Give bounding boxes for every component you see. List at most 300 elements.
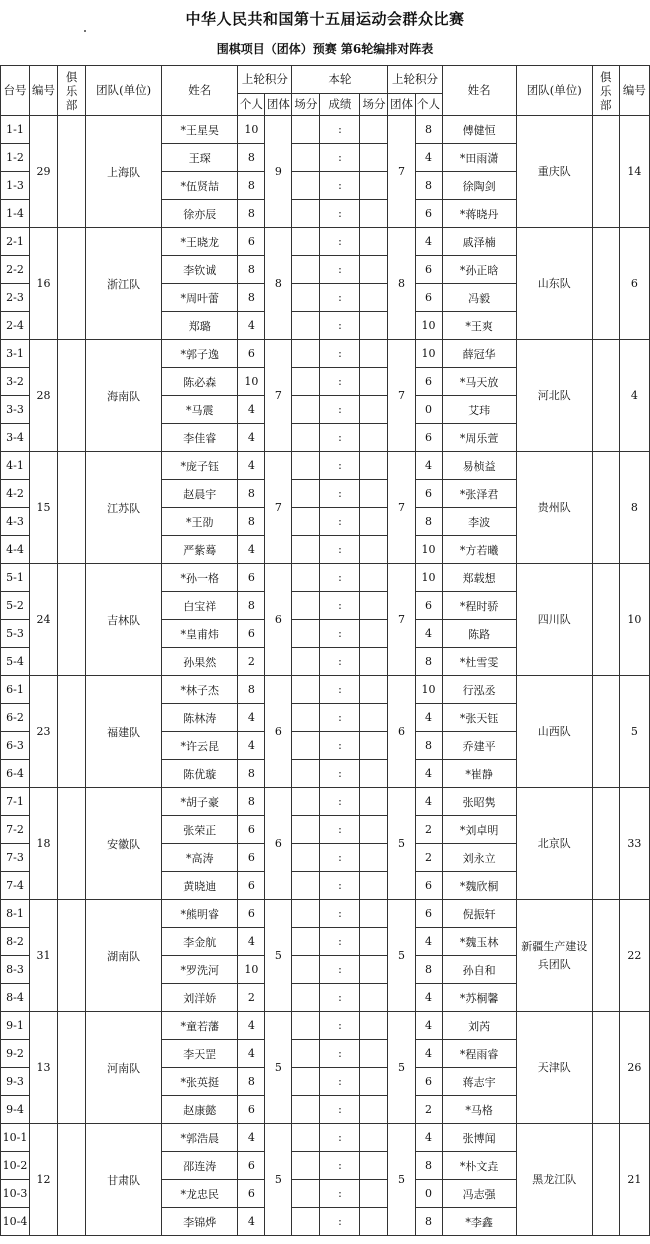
right-match-score [360, 312, 388, 340]
board-result: : [320, 676, 360, 704]
board-number: 9-4 [1, 1096, 30, 1124]
right-team-points: 7 [388, 564, 415, 676]
board-result: : [320, 1012, 360, 1040]
right-club [592, 676, 619, 788]
left-match-score [292, 424, 320, 452]
board-result: : [320, 424, 360, 452]
right-team-name-label: 河北队 [537, 388, 571, 402]
right-team-name-label: 四川队 [537, 612, 571, 626]
left-club [58, 1124, 86, 1236]
board-result: : [320, 1124, 360, 1152]
left-player-name: 孙果然 [162, 648, 238, 676]
right-club [592, 228, 619, 340]
left-individual-points: 8 [238, 676, 265, 704]
board-number: 9-3 [1, 1068, 30, 1096]
left-club [58, 788, 86, 900]
right-team-number: 8 [619, 452, 649, 564]
left-team-number: 13 [30, 1012, 58, 1124]
left-individual-points: 6 [238, 564, 265, 592]
left-team-points: 6 [265, 564, 292, 676]
left-individual-points: 4 [238, 312, 265, 340]
header-num-left: 编号 [30, 66, 58, 116]
right-match-score [360, 760, 388, 788]
left-player-name: 李锦烨 [162, 1208, 238, 1236]
board-number: 4-2 [1, 480, 30, 508]
left-team-name: 江苏队 [86, 452, 162, 564]
right-player-name: *杜雪雯 [442, 648, 516, 676]
header-board: 台号 [1, 66, 30, 116]
board-number: 7-4 [1, 872, 30, 900]
right-player-name: 行泓丞 [442, 676, 516, 704]
left-individual-points: 2 [238, 648, 265, 676]
right-match-score [360, 816, 388, 844]
left-individual-points: 8 [238, 788, 265, 816]
right-player-name: *张泽君 [442, 480, 516, 508]
left-match-score [292, 536, 320, 564]
left-individual-points: 4 [238, 536, 265, 564]
board-result: : [320, 620, 360, 648]
right-match-score [360, 452, 388, 480]
right-player-name: 易桢益 [442, 452, 516, 480]
right-individual-points: 8 [415, 1152, 442, 1180]
board-number: 4-4 [1, 536, 30, 564]
right-team-name [516, 564, 592, 676]
left-individual-points: 8 [238, 760, 265, 788]
right-team-points: 5 [388, 1124, 415, 1236]
board-number: 5-2 [1, 592, 30, 620]
board-number: 10-3 [1, 1180, 30, 1208]
right-player-name: *田雨潇 [442, 144, 516, 172]
board-result: : [320, 144, 360, 172]
left-individual-points: 4 [238, 928, 265, 956]
board-number: 1-3 [1, 172, 30, 200]
right-team-points: 8 [388, 228, 415, 340]
table-row [1, 1124, 650, 1152]
left-match-score [292, 928, 320, 956]
pairing-table [0, 65, 650, 1236]
right-player-name: 薛冠华 [442, 340, 516, 368]
board-result: : [320, 200, 360, 228]
right-individual-points: 0 [415, 1180, 442, 1208]
right-individual-points: 10 [415, 676, 442, 704]
left-match-score [292, 340, 320, 368]
left-individual-points: 4 [238, 424, 265, 452]
header-club-left [58, 66, 86, 116]
right-individual-points: 2 [415, 816, 442, 844]
left-team-number: 23 [30, 676, 58, 788]
left-club [58, 340, 86, 452]
right-team-name [516, 228, 592, 340]
right-player-name: 孙自和 [442, 956, 516, 984]
left-player-name: *皇甫炜 [162, 620, 238, 648]
right-individual-points: 2 [415, 844, 442, 872]
left-match-score [292, 592, 320, 620]
right-individual-points: 8 [415, 956, 442, 984]
left-match-score [292, 1040, 320, 1068]
left-club [58, 900, 86, 1012]
right-team-name-label: 山西队 [537, 724, 571, 738]
right-match-score [360, 368, 388, 396]
right-club [592, 900, 619, 1012]
left-individual-points: 10 [238, 956, 265, 984]
board-result: : [320, 788, 360, 816]
left-match-score [292, 312, 320, 340]
board-number: 8-3 [1, 956, 30, 984]
board-result: : [320, 872, 360, 900]
left-player-name: 李金航 [162, 928, 238, 956]
right-player-name: *孙正晗 [442, 256, 516, 284]
left-team-name: 浙江队 [86, 228, 162, 340]
left-club [58, 452, 86, 564]
right-individual-points: 8 [415, 732, 442, 760]
left-team-number: 31 [30, 900, 58, 1012]
left-individual-points: 6 [238, 340, 265, 368]
left-club [58, 564, 86, 676]
right-match-score [360, 844, 388, 872]
left-team-name: 河南队 [86, 1012, 162, 1124]
right-individual-points: 6 [415, 872, 442, 900]
left-individual-points: 4 [238, 1208, 265, 1236]
left-match-score [292, 480, 320, 508]
left-player-name: *林子杰 [162, 676, 238, 704]
right-individual-points: 6 [415, 592, 442, 620]
left-team-name: 吉林队 [86, 564, 162, 676]
header-this-round: 本轮 [292, 66, 388, 94]
right-individual-points: 6 [415, 424, 442, 452]
left-player-name: *王星昊 [162, 116, 238, 144]
table-row [1, 452, 650, 480]
right-player-name: 冯志强 [442, 1180, 516, 1208]
left-individual-points: 6 [238, 228, 265, 256]
right-individual-points: 10 [415, 340, 442, 368]
left-match-score [292, 816, 320, 844]
right-club [592, 1012, 619, 1124]
board-result: : [320, 592, 360, 620]
left-individual-points: 4 [238, 396, 265, 424]
board-result: : [320, 452, 360, 480]
left-individual-points: 6 [238, 1096, 265, 1124]
right-individual-points: 6 [415, 200, 442, 228]
right-player-name: *王爽 [442, 312, 516, 340]
board-result: : [320, 396, 360, 424]
left-player-name: 赵晨宇 [162, 480, 238, 508]
left-team-name: 湖南队 [86, 900, 162, 1012]
right-player-name: *马格 [442, 1096, 516, 1124]
right-individual-points: 4 [415, 620, 442, 648]
left-player-name: 徐亦辰 [162, 200, 238, 228]
board-result: : [320, 900, 360, 928]
left-individual-points: 8 [238, 284, 265, 312]
document-subtitle: 围棋项目（团体）预赛 第6轮编排对阵表 [216, 42, 434, 56]
board-number: 4-1 [1, 452, 30, 480]
right-team-name [516, 340, 592, 452]
left-match-score [292, 200, 320, 228]
board-result: : [320, 368, 360, 396]
board-result: : [320, 844, 360, 872]
right-individual-points: 4 [415, 228, 442, 256]
left-club [58, 1012, 86, 1124]
left-team-points: 5 [265, 900, 292, 1012]
left-player-name: 邵连涛 [162, 1152, 238, 1180]
header-name-left: 姓名 [162, 66, 238, 116]
board-result: : [320, 704, 360, 732]
board-result: : [320, 732, 360, 760]
left-individual-points: 8 [238, 508, 265, 536]
left-player-name: *庞子钰 [162, 452, 238, 480]
right-individual-points: 2 [415, 1096, 442, 1124]
left-team-number: 15 [30, 452, 58, 564]
left-club [58, 116, 86, 228]
left-match-score [292, 564, 320, 592]
left-match-score [292, 620, 320, 648]
board-result: : [320, 956, 360, 984]
left-player-name: 黄晓迪 [162, 872, 238, 900]
board-number: 3-4 [1, 424, 30, 452]
left-individual-points: 4 [238, 704, 265, 732]
left-team-points: 5 [265, 1012, 292, 1124]
left-individual-points: 4 [238, 452, 265, 480]
right-team-name [516, 900, 592, 1012]
board-number: 8-1 [1, 900, 30, 928]
left-team-number: 24 [30, 564, 58, 676]
right-individual-points: 4 [415, 788, 442, 816]
left-player-name: *马震 [162, 396, 238, 424]
left-match-score [292, 1208, 320, 1236]
board-number: 10-2 [1, 1152, 30, 1180]
right-team-number: 14 [619, 116, 649, 228]
board-number: 1-2 [1, 144, 30, 172]
left-individual-points: 6 [238, 1152, 265, 1180]
board-result: : [320, 1040, 360, 1068]
left-match-score [292, 900, 320, 928]
right-match-score [360, 256, 388, 284]
left-player-name: *高涛 [162, 844, 238, 872]
left-individual-points: 8 [238, 480, 265, 508]
left-match-score [292, 1180, 320, 1208]
right-match-score [360, 424, 388, 452]
right-player-name: *程雨睿 [442, 1040, 516, 1068]
table-row [1, 116, 650, 144]
left-player-name: 郑璐 [162, 312, 238, 340]
right-team-name-label: 山东队 [537, 276, 571, 290]
left-match-score [292, 1124, 320, 1152]
left-match-score [292, 984, 320, 1012]
right-individual-points: 8 [415, 648, 442, 676]
table-row [1, 228, 650, 256]
board-result: : [320, 536, 360, 564]
board-number: 10-1 [1, 1124, 30, 1152]
header-match-score-right: 场分 [360, 94, 388, 116]
left-team-name: 甘肃队 [86, 1124, 162, 1236]
right-player-name: 冯毅 [442, 284, 516, 312]
left-team-points: 6 [265, 788, 292, 900]
table-row [1, 340, 650, 368]
right-team-name [516, 1012, 592, 1124]
right-match-score [360, 340, 388, 368]
right-match-score [360, 592, 388, 620]
right-player-name: *张天钰 [442, 704, 516, 732]
header-prev-points-left: 上轮积分 [238, 66, 292, 94]
left-individual-points: 8 [238, 200, 265, 228]
right-individual-points: 4 [415, 704, 442, 732]
right-player-name: *崔静 [442, 760, 516, 788]
right-match-score [360, 704, 388, 732]
left-player-name: *罗洗河 [162, 956, 238, 984]
left-club [58, 676, 86, 788]
right-match-score [360, 536, 388, 564]
right-match-score [360, 956, 388, 984]
left-player-name: 张荣正 [162, 816, 238, 844]
right-team-name [516, 452, 592, 564]
board-number: 3-1 [1, 340, 30, 368]
board-result: : [320, 228, 360, 256]
board-number: 6-3 [1, 732, 30, 760]
left-player-name: *伍贤喆 [162, 172, 238, 200]
right-individual-points: 4 [415, 1040, 442, 1068]
right-match-score [360, 676, 388, 704]
left-individual-points: 6 [238, 844, 265, 872]
right-match-score [360, 284, 388, 312]
right-team-points: 7 [388, 452, 415, 564]
right-team-number: 4 [619, 340, 649, 452]
right-team-name-label: 贵州队 [537, 500, 571, 514]
left-team-points: 7 [265, 452, 292, 564]
left-player-name: *胡子豪 [162, 788, 238, 816]
header-team-pts-left: 团体 [265, 94, 292, 116]
right-match-score [360, 928, 388, 956]
board-number: 5-1 [1, 564, 30, 592]
left-team-number: 16 [30, 228, 58, 340]
left-individual-points: 10 [238, 116, 265, 144]
left-player-name: 李钦诚 [162, 256, 238, 284]
left-individual-points: 6 [238, 872, 265, 900]
left-individual-points: 10 [238, 368, 265, 396]
left-team-points: 8 [265, 228, 292, 340]
right-team-number: 21 [619, 1124, 649, 1236]
board-result: : [320, 508, 360, 536]
left-player-name: *王晓龙 [162, 228, 238, 256]
left-individual-points: 4 [238, 1040, 265, 1068]
board-result: : [320, 928, 360, 956]
board-number: 5-3 [1, 620, 30, 648]
right-match-score [360, 1152, 388, 1180]
left-team-number: 28 [30, 340, 58, 452]
header-individual-left: 个人 [238, 94, 265, 116]
right-match-score [360, 144, 388, 172]
right-match-score [360, 116, 388, 144]
right-individual-points: 8 [415, 116, 442, 144]
right-team-points: 7 [388, 340, 415, 452]
right-player-name: *李鑫 [442, 1208, 516, 1236]
right-team-points: 5 [388, 900, 415, 1012]
left-player-name: *郭浩晨 [162, 1124, 238, 1152]
right-match-score [360, 732, 388, 760]
left-match-score [292, 1096, 320, 1124]
board-number: 2-2 [1, 256, 30, 284]
left-player-name: *王劭 [162, 508, 238, 536]
right-individual-points: 10 [415, 564, 442, 592]
right-team-name-label: 重庆队 [537, 164, 571, 178]
left-match-score [292, 760, 320, 788]
left-match-score [292, 228, 320, 256]
header-team-left: 团队(单位) [86, 66, 162, 116]
right-team-points: 6 [388, 676, 415, 788]
board-result: : [320, 984, 360, 1012]
right-match-score [360, 984, 388, 1012]
left-team-name: 海南队 [86, 340, 162, 452]
board-number: 9-2 [1, 1040, 30, 1068]
right-match-score [360, 1040, 388, 1068]
right-match-score [360, 620, 388, 648]
left-player-name: *孙一格 [162, 564, 238, 592]
left-match-score [292, 1152, 320, 1180]
left-individual-points: 6 [238, 620, 265, 648]
stray-dot [84, 30, 86, 32]
right-player-name: 刘永立 [442, 844, 516, 872]
right-match-score [360, 788, 388, 816]
right-player-name: *魏欣桐 [442, 872, 516, 900]
left-match-score [292, 172, 320, 200]
header-team-right: 团队(单位) [516, 66, 592, 116]
left-player-name: 李天罡 [162, 1040, 238, 1068]
right-individual-points: 6 [415, 480, 442, 508]
left-team-points: 9 [265, 116, 292, 228]
left-player-name: 白宝祥 [162, 592, 238, 620]
right-team-number: 5 [619, 676, 649, 788]
left-team-points: 7 [265, 340, 292, 452]
right-player-name: 蒋志宇 [442, 1068, 516, 1096]
right-match-score [360, 564, 388, 592]
right-individual-points: 4 [415, 1012, 442, 1040]
right-club [592, 452, 619, 564]
right-player-name: 傅健恒 [442, 116, 516, 144]
right-player-name: *刘卓明 [442, 816, 516, 844]
right-team-name [516, 676, 592, 788]
right-team-name-label: 北京队 [537, 836, 571, 850]
left-player-name: 赵康懿 [162, 1096, 238, 1124]
left-player-name: *龙忠民 [162, 1180, 238, 1208]
board-result: : [320, 1152, 360, 1180]
right-match-score [360, 1208, 388, 1236]
right-match-score [360, 508, 388, 536]
board-result: : [320, 172, 360, 200]
right-individual-points: 4 [415, 760, 442, 788]
right-team-number: 33 [619, 788, 649, 900]
board-result: : [320, 312, 360, 340]
left-team-name: 安徽队 [86, 788, 162, 900]
document-title: 中华人民共和国第十五届运动会群众比赛 [185, 10, 465, 28]
board-result: : [320, 340, 360, 368]
left-player-name: 陈林涛 [162, 704, 238, 732]
right-player-name: 刘芮 [442, 1012, 516, 1040]
left-player-name: *童若藩 [162, 1012, 238, 1040]
right-team-points: 5 [388, 1012, 415, 1124]
left-individual-points: 2 [238, 984, 265, 1012]
right-player-name: 乔建平 [442, 732, 516, 760]
board-number: 9-1 [1, 1012, 30, 1040]
board-number: 6-2 [1, 704, 30, 732]
right-team-number: 6 [619, 228, 649, 340]
board-result: : [320, 284, 360, 312]
right-player-name: *蒋晓丹 [442, 200, 516, 228]
board-number: 7-3 [1, 844, 30, 872]
header-team-pts-right: 团体 [388, 94, 415, 116]
left-team-number: 18 [30, 788, 58, 900]
table-row [1, 676, 650, 704]
board-number: 8-4 [1, 984, 30, 1012]
right-match-score [360, 648, 388, 676]
left-match-score [292, 256, 320, 284]
